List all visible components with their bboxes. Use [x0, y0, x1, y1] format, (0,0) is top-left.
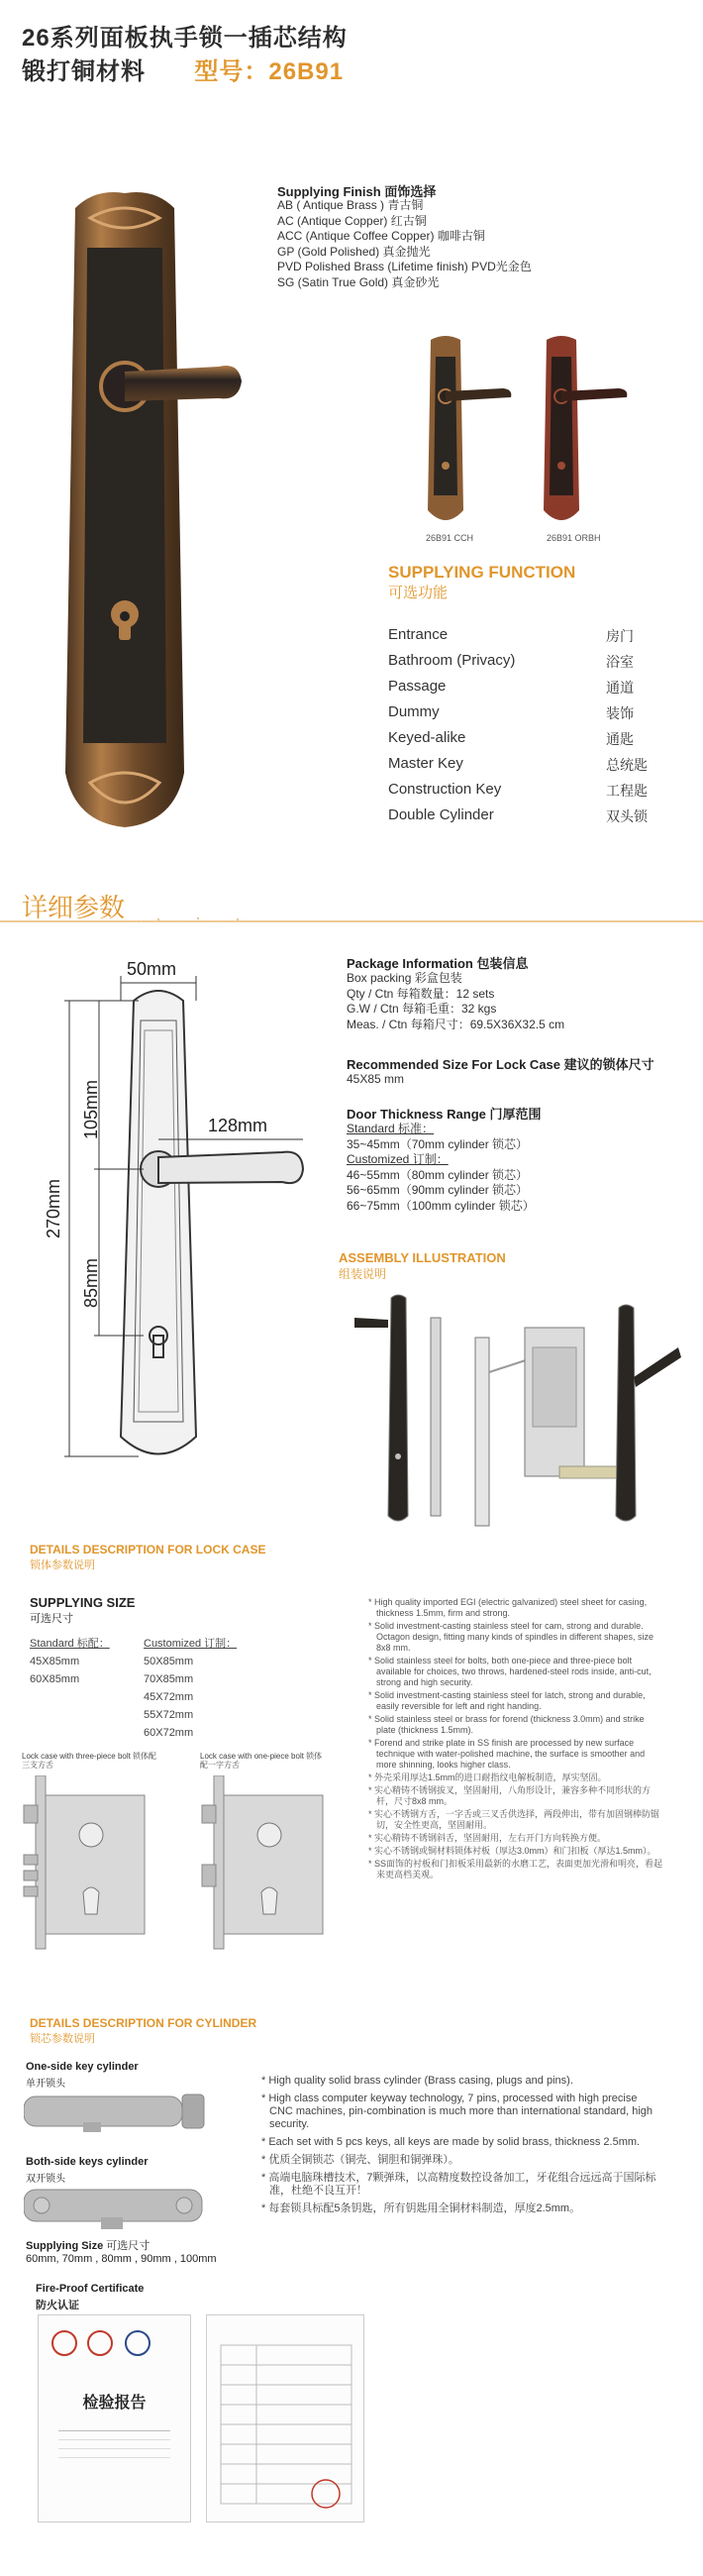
page-title: 26系列面板执手锁一插芯结构 [22, 25, 348, 52]
both-side-label-cn: 双开锁头 [26, 2174, 65, 2185]
supplying-function-subtitle: 可选功能 [388, 585, 449, 601]
finish-title: Supplying Finish 面饰选择 [277, 184, 437, 199]
variant-cch-image [416, 332, 515, 530]
cylinder-title: DETAILS DESCRIPTION FOR CYLINDER [30, 2016, 257, 2030]
dim-lower: 85mm [81, 1257, 101, 1308]
certificate-cover [38, 2314, 191, 2522]
assembly-title: ASSEMBLY ILLUSTRATION [339, 1250, 506, 1265]
certificate-logos [39, 2315, 192, 2375]
both-side-cylinder-image [24, 2182, 222, 2231]
product-main-image [36, 188, 244, 832]
finish-item: ACC (Antique Coffee Copper) 咖啡古铜 [277, 229, 485, 243]
variant-orbh-caption: 26B91 ORBH [547, 533, 601, 543]
package-lines: Box packing 彩盒包装 Qty / Ctn 每箱数量：12 sets G.W / Ctn 每箱毛重：32 kgs Meas. / Ctn 每箱尺寸：69.5X36X32.5 cm [347, 971, 565, 1031]
certificate-title: Fire-Proof Certificate [36, 2283, 145, 2295]
function-row: Passage 通道 [388, 678, 634, 696]
one-side-label: One-side key cylinder [26, 2061, 139, 2073]
lock-case-three-image [22, 1775, 160, 1954]
assembly-subtitle: 组装说明 [339, 1267, 387, 1281]
cylinder-subtitle: 锁芯参数说明 [30, 2033, 95, 2045]
model-number: 26B91 [268, 58, 345, 85]
lock-case-title: DETAILS DESCRIPTION FOR LOCK CASE [30, 1543, 266, 1556]
customized-sizes: Customized 订制： 50X85mm 70X85mm 45X72mm 55X72mm 60X72mm [144, 1638, 238, 1739]
function-row: Construction Key 工程匙 [388, 781, 648, 799]
function-row: Double Cylinder 双头锁 [388, 806, 648, 824]
lock-case-one-caption: Lock case with one-piece bolt 锁体配一字方舌 [200, 1752, 323, 1770]
one-side-label-cn: 单开锁头 [26, 2079, 65, 2090]
lock-case-three-caption: Lock case with three-piece bolt 锁体配三支方舌 [22, 1752, 157, 1770]
standard-sizes: Standard 标配： 45X85mm 60X85mm [30, 1638, 110, 1685]
finish-item: AC (Antique Copper) 红古铜 [277, 213, 427, 228]
function-row: Entrance 房门 [388, 626, 634, 644]
finish-item: AB ( Antique Brass ) 青古铜 [277, 198, 424, 212]
details-banner: 详细参数 [22, 893, 126, 922]
finish-item: GP (Gold Polished) 真金抛光 [277, 244, 431, 259]
lock-case-one-image [200, 1775, 339, 1954]
page-subtitle: 锻打铜材料 型号：26B91 [22, 58, 345, 85]
lock-case-size-title: Recommended Size For Lock Case 建议的锁体尺寸 [347, 1057, 654, 1072]
certificate-doc-title: 检验报告 [82, 2395, 147, 2412]
dim-upper: 105mm [81, 1079, 101, 1139]
supplying-size-title: SUPPLYING SIZE [30, 1595, 136, 1610]
door-thickness-lines: Standard 标准： 35~45mm（70mm cylinder 锁芯） Customized 订制： 46~55mm（80mm cylinder 锁芯） 56~65mm（90mm cylinder 锁芯） 66~75mm（100mm cylinder 锁芯） [347, 1122, 535, 1213]
dimension-drawing [40, 971, 327, 1486]
cylinder-notes: * High quality solid brass cylinder (Brass casing, plugs and pins). * High class computer keyway technology, 7 pins, processed with high precise CNC machines, pin-combination is much more than international standard, high security. * Each set with 5 pcs keys, all keys are made by solid brass, thickness 2.5mm. * 优质全铜锁芯（铜壳、铜胆和铜弹珠）。 * 高端电脑珠槽技术，7颗弹珠，以高精度数控设备加工，牙花组合远远高于国际标准，杜绝不良互开！ * 每套锁具标配5条钥匙，所有钥匙用全铜材料制造，厚度2.5mm。 [261, 2075, 656, 2214]
finish-list [277, 198, 532, 290]
supplying-function-title: SUPPLYING FUNCTION [388, 563, 576, 582]
function-row: Keyed-alike 通匙 [388, 729, 634, 747]
dim-lever: 128mm [208, 1116, 268, 1135]
certificate-subtitle: 防火认证 [36, 2300, 79, 2311]
dim-width: 50mm [127, 959, 177, 979]
lock-case-notes: * High quality imported EGI (electric galvanized) steel sheet for casing, thickness 1.5mm, firm and strong. * Solid investment-casting stainless steel for cam, strong and durable. Octagon design, fitting many kinds of spindles in different shapes, size 8x8 mm. * Solid stainless steel for bolts, both one-piece and three-piece bolt available for choices, two throws, hardened-steel rods inside, anti-cut, strong and high security. * Solid investment-casting stainless steel for latch, strong and durable, easily reversible for left and right handing. * Solid stainless steel or brass for forend (thickness 3.0mm) and strike plate (thickness 1.5mm). * Forend and strike plate in SS finish are processed by new surface technique with water-polished machine, the surface is smoother and more shinning, looks higher class. * 外壳采用厚达1.5mm的进口耐指纹电解板制造，厚实坚固。 * 实心精铸不锈钢拔叉，坚固耐用，八角形设计，兼容多种不同形状的方杆，尺寸8x8 mm。 * 实心不锈钢方舌，一字舌或三叉舌供选择，两段伸出，带有加固钢棒防锯切，安全性更高，坚固耐用。 * 实心精铸不锈钢斜舌，坚固耐用，左右开门方向转换方便。 * 实心不锈钢或铜材料锁体衬板（厚达3.0mm）和门扣板（厚达1.5mm）。 * SS面饰的衬板和门扣板采用最新的水磨工艺，表面更加光滑和明亮，看起来更高档美观。 [368, 1597, 663, 1879]
cylinder-sizes: 60mm, 70mm , 80mm , 90mm , 100mm [26, 2253, 217, 2265]
function-row: Dummy 装饰 [388, 703, 634, 721]
certificate-table [207, 2315, 365, 2523]
finish-item: PVD Polished Brass (Lifetime finish) PVD光金色 [277, 260, 532, 273]
cylinder-size-label: Supplying Size 可选尺寸 [26, 2240, 151, 2252]
package-title: Package Information 包装信息 [347, 956, 529, 971]
finish-item: SG (Satin True Gold) 真金砂光 [277, 274, 440, 289]
supplying-size-subtitle: 可选尺寸 [30, 1613, 73, 1625]
assembly-illustration [337, 1288, 683, 1536]
model-label: 型号： [194, 58, 269, 85]
lock-case-size-value: 45X85 mm [347, 1072, 405, 1086]
certificate-page [206, 2314, 364, 2522]
variant-orbh-image [532, 332, 631, 530]
function-row: Bathroom (Privacy) 浴室 [388, 652, 634, 670]
one-side-cylinder-image [24, 2087, 222, 2134]
lock-case-subtitle: 锁体参数说明 [30, 1559, 95, 1571]
door-thickness-title: Door Thickness Range 门厚范围 [347, 1107, 542, 1122]
function-row: Master Key 总统匙 [388, 755, 648, 773]
variant-cch-caption: 26B91 CCH [426, 533, 474, 543]
dim-total: 270mm [44, 1178, 63, 1238]
both-side-label: Both-side keys cylinder [26, 2156, 149, 2168]
